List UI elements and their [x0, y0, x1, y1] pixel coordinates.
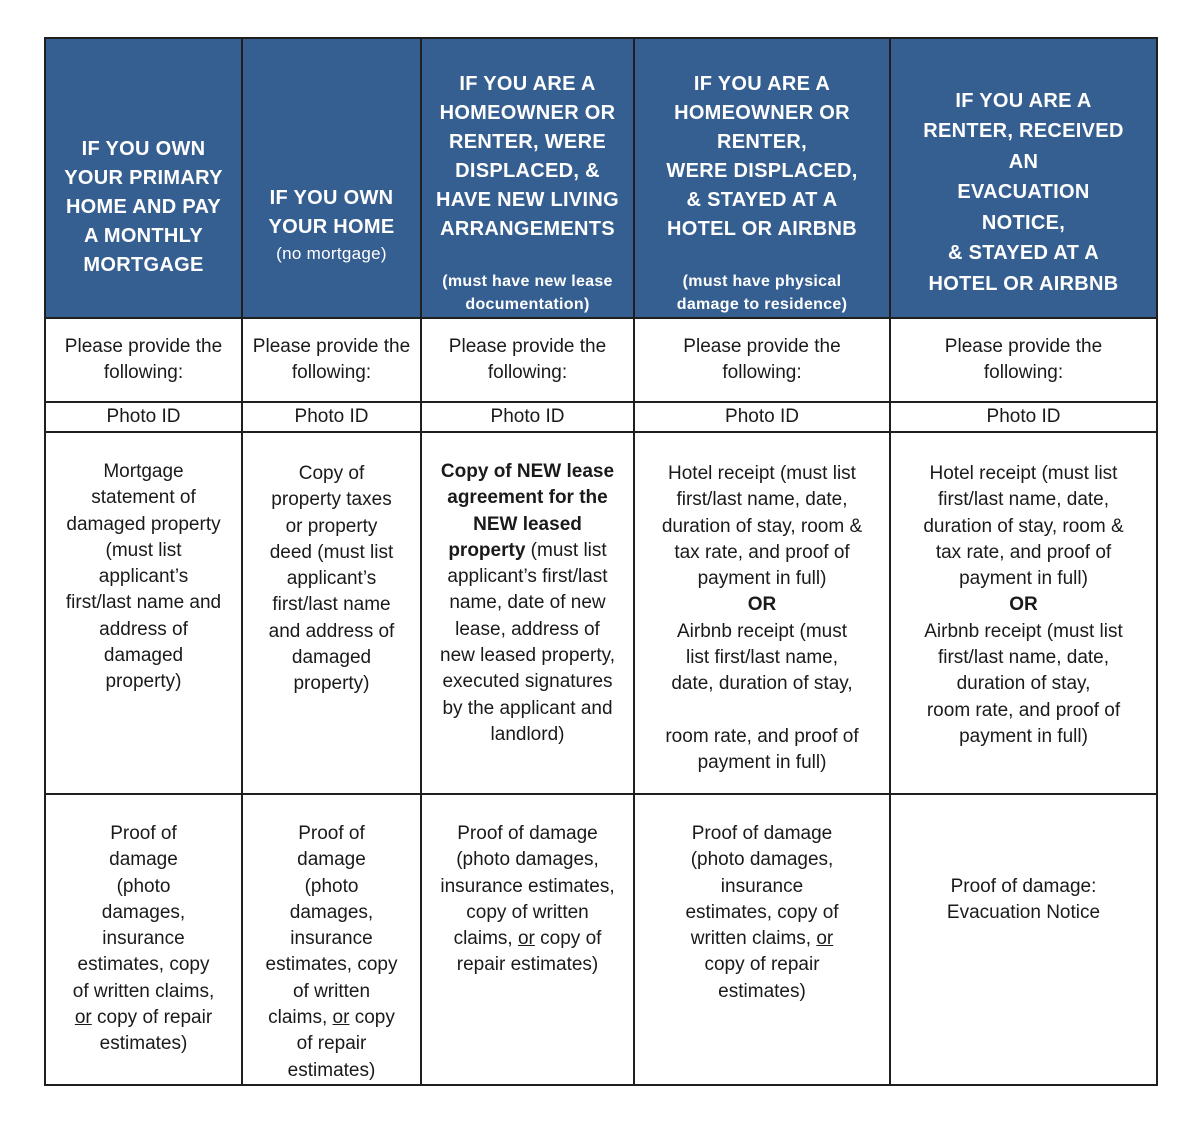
damage-text: Proof of damage (photo damages, insurance estimates, copy of written claims,	[685, 823, 839, 950]
photo-id-cell: Photo ID	[45, 402, 242, 432]
damage-text: Proof of damage (photo damages, insurance estimates, copy of written claims,	[440, 823, 615, 950]
intro-cell: Please provide the following:	[634, 318, 890, 402]
header-note: (must have new lease documentation)	[442, 272, 613, 313]
damage-text-end: copy of repair estimates)	[456, 928, 602, 976]
document-text-2: Airbnb receipt (must list first/last name, date, duration of stay, room rate, and proof of payment in full)	[924, 620, 1123, 747]
photo-id-cell: Photo ID	[242, 402, 421, 432]
damage-cell	[45, 794, 242, 1085]
document-text: Hotel receipt (must list first/last name, date, duration of stay, room & tax rate, and proof of payment in full)	[923, 463, 1124, 590]
proof-of-damage-row	[45, 794, 1157, 1085]
header-text: IF YOU ARE A HOMEOWNER OR RENTER, WERE DISPLACED, & STAYED AT A HOTEL OR AIRBNB	[666, 72, 858, 240]
header-text: IF YOU ARE A RENTER, RECEIVED AN EVACUATION NOTICE, & STAYED AT A HOTEL OR AIRBNB	[923, 89, 1124, 295]
or-separator: OR	[747, 594, 777, 616]
intro-cell: Please provide the following:	[45, 318, 242, 402]
photo-id-cell: Photo ID	[890, 402, 1157, 432]
header-text: IF YOU OWN YOUR HOME	[268, 187, 395, 238]
header-subtext: (no mortgage)	[276, 244, 387, 263]
damage-text-end: copy of repair estimates)	[704, 954, 820, 1002]
photo-id-row	[45, 402, 1157, 432]
photo-id-cell: Photo ID	[634, 402, 890, 432]
intro-cell: Please provide the following:	[421, 318, 634, 402]
header-displaced-hotel	[634, 38, 890, 318]
header-renter-evacuation	[890, 38, 1157, 318]
or-underlined: or	[332, 1007, 350, 1029]
damage-text-end: copy of repair estimates)	[287, 1007, 395, 1081]
header-displaced-new-living	[421, 38, 634, 318]
document-cell-hotel-airbnb-renter	[890, 432, 1157, 794]
damage-text-end: copy of repair estimates)	[97, 1007, 213, 1055]
intro-row	[45, 318, 1157, 402]
or-underlined: or	[517, 928, 535, 950]
damage-text: Proof of damage (photo damages, insurance estimates, copy of written claims,	[265, 823, 398, 1029]
or-separator: OR	[1009, 594, 1038, 616]
requirements-table	[44, 37, 1158, 1086]
document-bold-text: Copy of NEW lease agreement for the NEW leased property	[440, 461, 615, 561]
document-cell-mortgage	[45, 432, 242, 794]
document-cell-lease	[421, 432, 634, 794]
document-text: Hotel receipt (must list first/last name, date, duration of stay, room & tax rate, and proof of payment in full)	[661, 463, 863, 590]
damage-text: Proof of damage: Evacuation Notice	[946, 876, 1101, 924]
damage-cell	[634, 794, 890, 1085]
or-underlined: or	[74, 1007, 92, 1029]
photo-id-cell: Photo ID	[421, 402, 634, 432]
damage-cell-evacuation	[890, 794, 1157, 1085]
header-row	[45, 38, 1157, 318]
damage-cell	[242, 794, 421, 1085]
document-text: (must list applicant’s first/last name, date of new lease, address of new leased property, executed signatures by the applicant and landlord)	[440, 539, 615, 745]
header-owner-mortgage	[45, 38, 242, 318]
header-owner-no-mortgage	[242, 38, 421, 318]
document-cell-property-taxes	[242, 432, 421, 794]
damage-text: Proof of damage (photo damages, insurance estimates, copy of written claims,	[72, 823, 215, 1002]
header-text: IF YOU OWN YOUR PRIMARY HOME AND PAY A MONTHLY MORTGAGE	[64, 137, 223, 276]
documents-row	[45, 432, 1157, 794]
intro-cell: Please provide the following:	[890, 318, 1157, 402]
header-note: (must have physical damage to residence)	[676, 272, 848, 313]
damage-cell	[421, 794, 634, 1085]
intro-cell: Please provide the following:	[242, 318, 421, 402]
document-text: Copy of property taxes or property deed (must list applicant’s first/last name and address of damaged property)	[268, 463, 395, 695]
document-text-2: Airbnb receipt (must list first/last name, date, duration of stay, room rate, and proof of payment in full)	[665, 620, 859, 774]
document-text: Mortgage statement of damaged property (must list applicant’s first/last name and address of damaged property)	[65, 461, 222, 693]
or-underlined: or	[816, 928, 834, 950]
document-cell-hotel-airbnb	[634, 432, 890, 794]
header-text: IF YOU ARE A HOMEOWNER OR RENTER, WERE DISPLACED, & HAVE NEW LIVING ARRANGEMENTS	[435, 72, 620, 240]
